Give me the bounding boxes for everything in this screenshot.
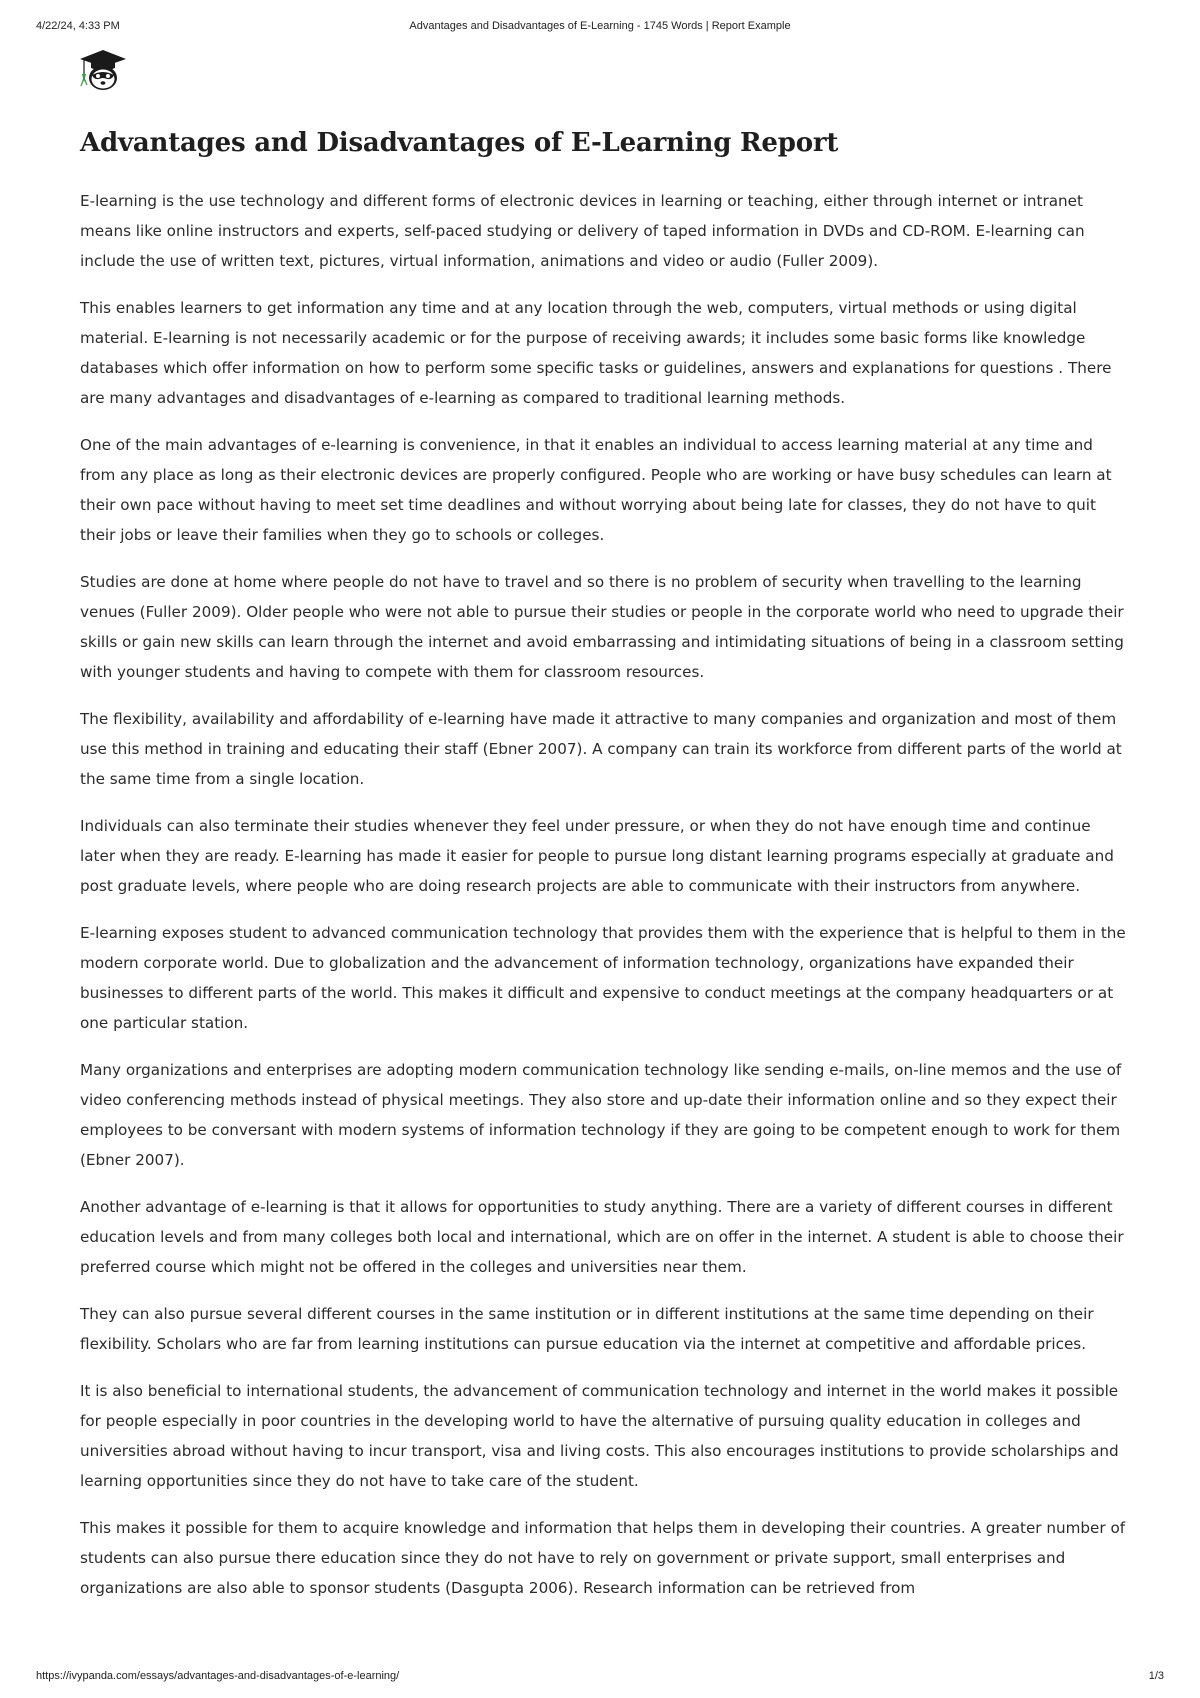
article-paragraph: Another advantage of e-learning is that it allows for opportunities to study anything. There are a variety of different courses in different education levels and from many colleges both local and international, which are on offer in the internet. A student is able to choose their preferred course which might not be offered in the colleges and universities near them. [80, 1198, 1124, 1276]
site-logo[interactable] [78, 48, 128, 92]
article-paragraph: E-learning exposes student to advanced communication technology that provides them with the experience that is helpful to them in the modern corporate world. Due to globalization and the advancement of information technology, organizations have expanded their businesses to different parts of the world. This makes it difficult and expensive to conduct meetings at the company headquarters or at one particular station. [80, 924, 1126, 1032]
graduation-cap-mascot-icon [78, 48, 128, 92]
article-paragraph: It is also beneficial to international students, the advancement of communication technology and internet in the world makes it possible for people especially in poor countries in the developing world to have the alternative of pursuing quality education in colleges and universities abroad without having to incur transport, visa and living costs. This also encourages institutions to provide scholarships and learning opportunities since they do not have to take care of the student. [80, 1382, 1119, 1490]
print-footer [36, 1670, 1164, 1686]
print-page-title: Advantages and Disadvantages of E-Learning - 1745 Words | Report Example [409, 20, 791, 32]
article-paragraph: Many organizations and enterprises are adopting modern communication technology like sending e-mails, on-line memos and the use of video conferencing methods instead of physical meetings. They also store and up-date their information online and so they expect their employees to be conversant with modern systems of information technology if they are going to be competent enough to work for them (Ebner 2007). [80, 1061, 1122, 1169]
article-paragraph: Studies are done at home where people do not have to travel and so there is no problem of security when travelling to the learning venues (Fuller 2009). Older people who were not able to pursue their studies or people in the corporate world who need to upgrade their skills or gain new skills can learn through the internet and avoid embarrassing and intimidating situations of being in a classroom setting with younger students and having to compete with them for classroom resources. [80, 573, 1124, 681]
article-paragraph: They can also pursue several different courses in the same institution or in different institutions at the same time depending on their flexibility. Scholars who are far from learning institutions can pursue education via the internet at competitive and affordable prices. [80, 1305, 1094, 1353]
article-paragraph: Individuals can also terminate their studies whenever they feel under pressure, or when they do not have enough time and continue later when they are ready. E-learning has made it easier for people to pursue long distant learning programs especially at graduate and post graduate levels, where people who are doing research projects are able to communicate with their instructors from anywhere. [80, 817, 1114, 895]
article-title: Advantages and Disadvantages of E-Learning Report [80, 128, 839, 158]
article-paragraph: E-learning is the use technology and different forms of electronic devices in learning or teaching, either through internet or intranet means like online instructors and experts, self-paced studying or delivery of taped information in DVDs and CD-ROM. E-learning can include the use of written text, pictures, virtual information, animations and video or audio (Fuller 2009). [80, 192, 1085, 270]
print-page-number: 1/3 [1148, 1670, 1164, 1682]
print-header [36, 20, 1164, 36]
article-paragraph: This enables learners to get information any time and at any location through the web, computers, virtual methods or using digital material. E-learning is not necessarily academic or for the purpose of receiving awards; it includes some basic forms like knowledge databases which offer information on how to perform some specific tasks or guidelines, answers and explanations for questions . There are many advantages and disadvantages of e-learning as compared to traditional learning methods. [80, 299, 1112, 407]
print-url: https://ivypanda.com/essays/advantages-and-disadvantages-of-e-learning/ [36, 1670, 400, 1682]
article-paragraph: This makes it possible for them to acquire knowledge and information that helps them in developing their countries. A greater number of students can also pursue there education since they do not have to rely on government or private support, small enterprises and organizations are also able to sponsor students (Dasgupta 2006). Research information can be retrieved from [80, 1519, 1126, 1597]
article [80, 126, 1128, 1620]
article-paragraph: One of the main advantages of e-learning is convenience, in that it enables an individual to access learning material at any time and from any place as long as their electronic devices are properly configured. People who are working or have busy schedules can learn at their own pace without having to meet set time deadlines and without worrying about being late for classes, they do not have to quit their jobs or leave their families when they go to schools or colleges. [80, 436, 1112, 544]
article-paragraph: The flexibility, availability and affordability of e-learning have made it attractive to many companies and organization and most of them use this method in training and educating their staff (Ebner 2007). A company can train its workforce from different parts of the world at the same time from a single location. [80, 710, 1122, 788]
print-datetime: 4/22/24, 4:33 PM [36, 20, 120, 32]
